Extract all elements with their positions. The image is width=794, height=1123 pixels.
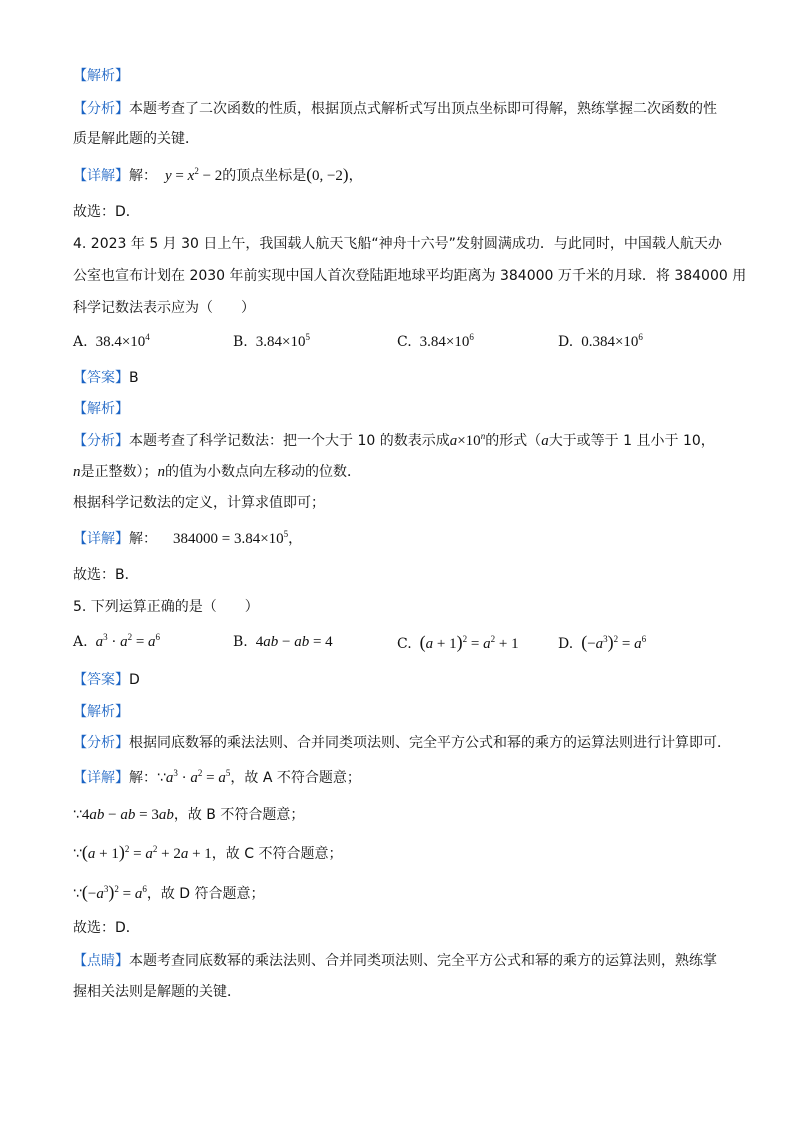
q5-option-d	[558, 632, 646, 654]
q4-option-d-value	[581, 334, 643, 350]
q5-because-a: ∵	[157, 770, 166, 786]
q5-dianjing-line2	[73, 982, 734, 1002]
q4-answer-line	[73, 368, 734, 388]
q5-tag-fenxi: 【分析】	[73, 735, 129, 751]
q4-fenxi-line1	[73, 431, 734, 451]
q3-choose-text: 故选：D．	[73, 204, 140, 220]
q5-dianjing-line1	[73, 951, 734, 971]
q5-detail-d-result: ，故 D 符合题意；	[146, 886, 265, 902]
q3-detail-line	[73, 165, 734, 186]
q5-option-a-formula: $a^3 \cdot a^2 = a^6$	[95, 632, 161, 650]
q4-option-a-exp: 4	[145, 332, 150, 342]
q5-detail-c-result: ，故 C 不符合题意；	[211, 846, 343, 862]
q3-fenxi-text1: 本题考查了二次函数的性质，根据顶点式解析式写出顶点坐标即可得解，熟练掌握二次函数的性	[129, 101, 717, 117]
q4-choose	[73, 565, 734, 585]
q4-option-d-base: 0.384×10	[581, 334, 639, 350]
q5-detail-d-formula: $(-a^3)^2 = a^6$	[81, 882, 147, 902]
q4-option-c-exp: 6	[469, 332, 474, 342]
q4-option-b-base: 3.84×10	[255, 334, 306, 350]
q5-analysis-heading	[73, 702, 734, 722]
q5-detail-a-result: ，故 A 不符合题意；	[230, 770, 361, 786]
q4-var-n1: n	[73, 464, 81, 480]
analysis-heading	[73, 66, 734, 86]
q4-option-d	[558, 332, 643, 352]
q4-option-a-base: 38.4×10	[95, 334, 146, 350]
q3-fenxi-line2	[73, 129, 734, 149]
q4-option-d-letter: D.	[558, 334, 574, 350]
q4-fenxi-line2	[73, 462, 734, 482]
q4-analysis-heading	[73, 399, 734, 419]
q4-fenxi-text2a: 是正整数）；	[80, 464, 158, 480]
q5-detail-b	[73, 805, 734, 825]
q4-stem-line3	[73, 298, 734, 318]
q4-option-c-base: 3.84×10	[419, 334, 470, 350]
q5-detail-a	[73, 768, 734, 788]
q4-sci-form: $a\times 10^n$	[449, 431, 486, 449]
q5-option-b-formula: 4ab − ab = 4	[255, 634, 333, 650]
q5-fenxi-text: 根据同底数幂的乘法法则、合并同类项法则、完全平方公式和幂的乘方的运算法则进行计算即可．	[129, 735, 731, 751]
q5-choose	[73, 918, 734, 938]
q3-fenxi-text2: 质是解此题的关键．	[73, 131, 199, 147]
q4-detail-formula	[173, 531, 288, 547]
q3-fenxi-line1	[73, 99, 734, 119]
q4-choose-text: 故选：B．	[73, 567, 139, 583]
q5-detail-prefix: 解：	[129, 770, 157, 786]
q5-option-b-letter: B.	[233, 634, 248, 650]
q5-detail-c	[73, 842, 734, 864]
q4-option-b-letter: B.	[233, 334, 248, 350]
q4-option-c-value	[420, 334, 474, 350]
q5-option-d-formula: $(-a^3)^2 = a^6$	[581, 632, 647, 652]
q4-option-c-letter: C.	[397, 334, 412, 350]
q3-formula: $y = x^2 - 2$	[165, 166, 223, 184]
q5-because-d: ∵	[73, 886, 82, 902]
q4-fenxi-text1c: 大于或等于 1 且小于 10，	[548, 433, 715, 449]
q4-tag-fenxi: 【分析】	[73, 433, 129, 449]
q3-detail-end: ，	[348, 168, 363, 184]
q4-stem-text3: 科学记数法表示应为（ ）	[73, 300, 255, 316]
q4-tag-analysis: 【解析】	[73, 401, 129, 417]
q4-fenxi-text1b: 的形式（	[485, 433, 542, 449]
q4-var-a: a	[541, 433, 549, 449]
q5-detail-b-formula: 4ab − ab = 3ab	[81, 807, 174, 823]
q4-option-a	[73, 332, 150, 352]
q5-answer-value: D	[129, 672, 140, 688]
q5-because-c: ∵	[73, 846, 82, 862]
q4-line3-text: 根据科学记数法的定义，计算求值即可；	[73, 495, 325, 511]
q4-option-a-value	[96, 334, 150, 350]
q5-stem-text: 5. 下列运算正确的是（ ）	[73, 599, 259, 615]
q3-choose	[73, 202, 734, 222]
q5-detail-d	[73, 882, 734, 904]
q5-option-d-letter: D.	[558, 636, 574, 652]
q5-dianjing-text2: 握相关法则是解题的关键．	[73, 984, 241, 1000]
q5-because-b: ∵	[73, 807, 82, 823]
q4-detail-base: 384000 = 3.84×10	[173, 531, 284, 547]
q5-fenxi-line	[73, 733, 734, 753]
q4-option-d-exp: 6	[638, 332, 643, 342]
q4-option-b-exp: 5	[305, 332, 310, 342]
q3-vertex: (0, −2)	[306, 165, 349, 184]
q4-tag-detail: 【详解】	[73, 531, 129, 547]
q5-tag-analysis: 【解析】	[73, 704, 129, 720]
q4-var-n2: n	[157, 464, 165, 480]
tag-fenxi: 【分析】	[73, 101, 129, 117]
q3-detail-prefix: 解：	[129, 168, 157, 184]
q4-option-b-value	[256, 334, 310, 350]
q4-stem-line2	[73, 266, 747, 286]
q5-option-a	[73, 632, 160, 652]
q4-fenxi-text1a: 本题考查了科学记数法：把一个大于 10 的数表示成	[129, 433, 450, 449]
q5-tag-dianjing: 【点睛】	[73, 953, 129, 969]
q5-detail-c-formula: $(a + 1)^2 = a^2 + 2a + 1$	[81, 842, 212, 862]
q4-detail-line	[73, 529, 734, 549]
q3-detail-suffix: 的顶点坐标是	[222, 168, 307, 184]
q5-tag-answer: 【答案】	[73, 672, 129, 688]
q5-choose-text: 故选：D．	[73, 920, 140, 936]
q4-fenxi-text2b: 的值为小数点向左移动的位数．	[165, 464, 361, 480]
q4-stem-text1: 4. 2023 年 5 月 30 日上午，我国载人航天飞船“神舟十六号”发射圆满成功．与此同时，中国载人航天办	[73, 236, 722, 252]
q5-tag-detail: 【详解】	[73, 770, 129, 786]
q5-answer-line	[73, 670, 734, 690]
q4-tag-answer: 【答案】	[73, 370, 129, 386]
q5-option-a-letter: A.	[73, 634, 88, 650]
q5-dianjing-text1: 本题考查同底数幂的乘法法则、合并同类项法则、完全平方公式和幂的乘方的运算法则，熟练掌	[129, 953, 717, 969]
tag-detail: 【详解】	[73, 168, 129, 184]
q4-stem-line1	[73, 234, 734, 254]
q5-stem	[73, 597, 734, 617]
q4-detail-exp: 5	[283, 529, 289, 539]
q5-option-c-formula: $(a + 1)^2 = a^2 + 1$	[419, 632, 519, 652]
q5-option-b	[233, 632, 333, 652]
q5-option-c-letter: C.	[397, 636, 412, 652]
q4-option-a-letter: A.	[73, 334, 88, 350]
q4-answer-value: B	[129, 370, 139, 386]
q5-option-c	[397, 632, 519, 654]
q4-option-c	[397, 332, 474, 352]
q4-line3	[73, 493, 734, 513]
q4-stem-text2: 公室也宣布计划在 2030 年前实现中国人首次登陆距地球平均距离为 384000 万千米的月球．将 384000 用	[73, 268, 747, 284]
q4-option-b	[233, 332, 310, 352]
tag-analysis: 【解析】	[73, 68, 129, 84]
q5-detail-a-formula: $a^3 \cdot a^2 = a^5$	[165, 768, 231, 786]
q5-detail-b-result: ，故 B 不符合题意；	[173, 807, 305, 823]
q4-detail-prefix: 解：	[129, 531, 157, 547]
q4-detail-end: ，	[288, 531, 303, 547]
